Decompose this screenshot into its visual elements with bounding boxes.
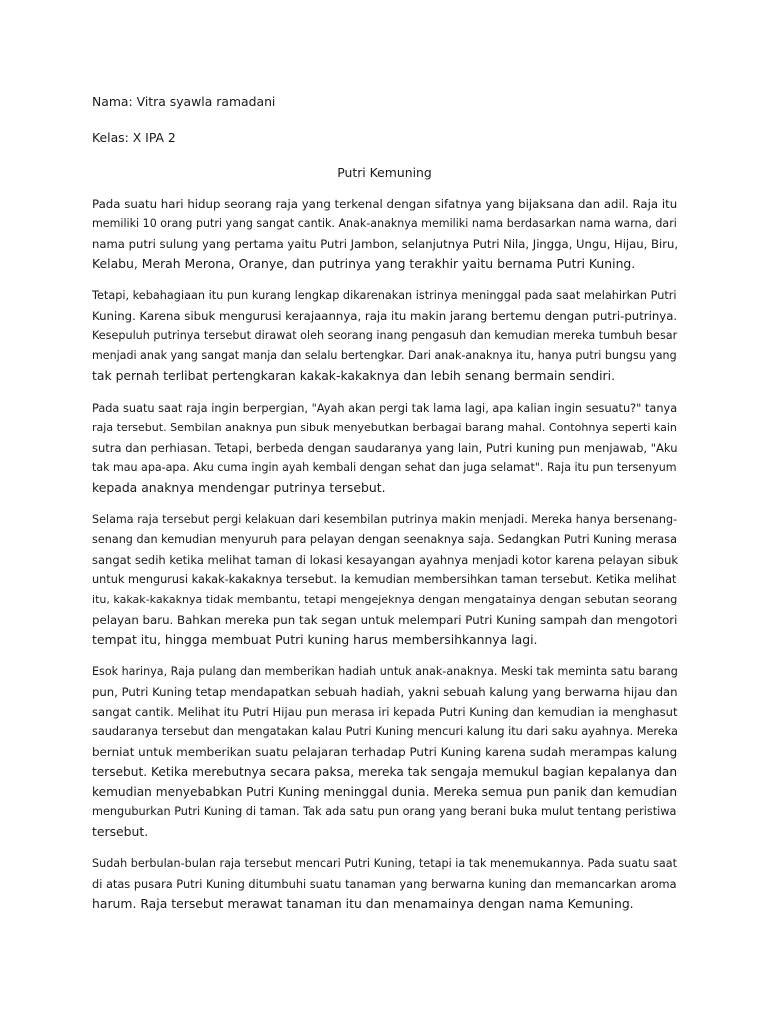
text-line: sutra dan perhiasan. Tetapi, berbeda dengan saudaranya yang lain, Putri kuning pun menjawab, "Aku xyxy=(92,441,678,455)
text-line: Selama raja tersebut pergi kelakuan dari kesembilan putrinya makin menjadi. Mereka hanya bersenang- xyxy=(92,513,678,526)
text-line: itu, kakak-kakaknya tidak membantu, tetapi mengejeknya dengan mengatainya dengan sebutan seorang xyxy=(92,593,678,606)
story-title: Putri Kemuning xyxy=(337,165,432,180)
text-line: kepada anaknya mendengar putrinya tersebut. xyxy=(92,480,386,495)
text-line: untuk mengurusi kakak-kakaknya tersebut. Ia kemudian membersihkan taman tersebut. Ketika melihat xyxy=(92,573,677,586)
text-line: memiliki 10 orang putri yang sangat cantik. Anak-anaknya memiliki nama berdasarkan nama warna, dari xyxy=(92,217,677,230)
paragraph-6 xyxy=(92,854,677,914)
text-line: Sudah berbulan-bulan raja tersebut mencari Putri Kuning, tetapi ia tak menemukannya. Pada suatu saat xyxy=(92,857,678,870)
text-line: Pada suatu saat raja ingin berpergian, "Ayah akan pergi tak lama lagi, apa kalian ingin sesuatu?" tanya xyxy=(92,401,678,415)
document-body xyxy=(92,92,677,914)
text-line: Kesepuluh putrinya tersebut dirawat oleh seorang inang pengasuh dan kemudian mereka tumbuh besar xyxy=(92,329,678,342)
text-line: kemudian menyebabkan Putri Kuning meninggal dunia. Mereka semua pun panik dan kemudian xyxy=(92,785,678,799)
text-line: tersebut. Ketika merebutnya secara paksa, mereka tak sengaja memukul bagian kepalanya dan xyxy=(92,765,678,779)
text-line: Pada suatu hari hidup seorang raja yang terkenal dengan sifatnya yang bijaksana dan adil. Raja itu xyxy=(92,197,678,211)
text-line: pun, Putri Kuning tetap mendapatkan sebuah hadiah, yakni sebuah kalung yang berwarna hijau dan xyxy=(92,685,678,699)
text-line: senang dan kemudian menyuruh para pelayan dengan seenaknya saja. Sedangkan Putri Kuning merasa xyxy=(92,533,677,546)
paragraph-4 xyxy=(92,510,677,650)
text-line: Esok harinya, Raja pulang dan memberikan hadiah untuk anak-anaknya. Meski tak meminta satu barang xyxy=(92,665,678,678)
text-line: nama putri sulung yang pertama yaitu Putri Jambon, selanjutnya Putri Nila, Jingga, Ungu, Hijau, Biru, xyxy=(92,237,679,251)
text-line: saudaranya tersebut dan mengatakan kalau Putri Kuning mencuri kalung itu dari saku ayahnya. Mereka xyxy=(92,725,678,738)
text-line: pelayan baru. Bahkan mereka pun tak segan untuk melempari Putri Kuning sampah dan mengotori xyxy=(92,613,678,627)
paragraph-3 xyxy=(92,398,677,498)
text-line: tempat itu, hingga membuat Putri kuning harus membersihkannya lagi. xyxy=(92,632,538,647)
text-line: raja tersebut. Sembilan anaknya pun sibuk menyebutkan berbagai barang mahal. Contohnya seperti kain xyxy=(92,421,677,434)
text-line: di atas pusara Putri Kuning ditumbuhi suatu tanaman yang berwarna kuning dan memancarkan aroma xyxy=(92,877,677,891)
text-line: tak mau apa-apa. Aku cuma ingin ayah kembali dengan sehat dan juga selamat". Raja itu pun tersenyum xyxy=(92,461,677,474)
text-line: tak pernah terlibat pertengkaran kakak-kakaknya dan lebih senang bermain sendiri. xyxy=(92,368,616,383)
text-line: Tetapi, kebahagiaan itu pun kurang lengkap dikarenakan istrinya meninggal pada saat melahirkan Putri xyxy=(92,289,677,302)
text-line: tersebut. xyxy=(92,824,149,839)
text-line: Kelabu, Merah Merona, Oranye, dan putrinya yang terakhir yaitu bernama Putri Kuning. xyxy=(92,256,636,271)
text-line: berniat untuk memberikan suatu pelajaran terhadap Putri Kuning karena sudah merampas kalung xyxy=(92,745,678,759)
text-line: sangat cantik. Melihat itu Putri Hijau pun merasa iri kepada Putri Kuning dan kemudian ia menghasut xyxy=(92,705,678,719)
text-line: menguburkan Putri Kuning di taman. Tak ada satu pun orang yang berani buka mulut tentang peristiwa xyxy=(92,805,677,818)
student-class: Kelas: X IPA 2 xyxy=(92,130,176,145)
text-line: menjadi anak yang sangat manja dan selalu bertengkar. Dari anak-anaknya itu, hanya putri bungsu yang xyxy=(92,349,677,362)
text-line: Kuning. Karena sibuk mengurusi kerajaannya, raja itu makin jarang bertemu dengan putri-putrinya. xyxy=(92,309,678,323)
paragraph-1 xyxy=(92,194,677,274)
text-line: harum. Raja tersebut merawat tanaman itu dan menamainya dengan nama Kemuning. xyxy=(92,896,634,911)
student-name: Nama: Vitra syawla ramadani xyxy=(92,94,276,109)
paragraph-5 xyxy=(92,662,677,842)
text-line: sangat sedih ketika melihat taman di lokasi kesayangan ayahnya menjadi kotor karena pelayan sibuk xyxy=(92,553,679,567)
paragraph-2 xyxy=(92,286,677,386)
